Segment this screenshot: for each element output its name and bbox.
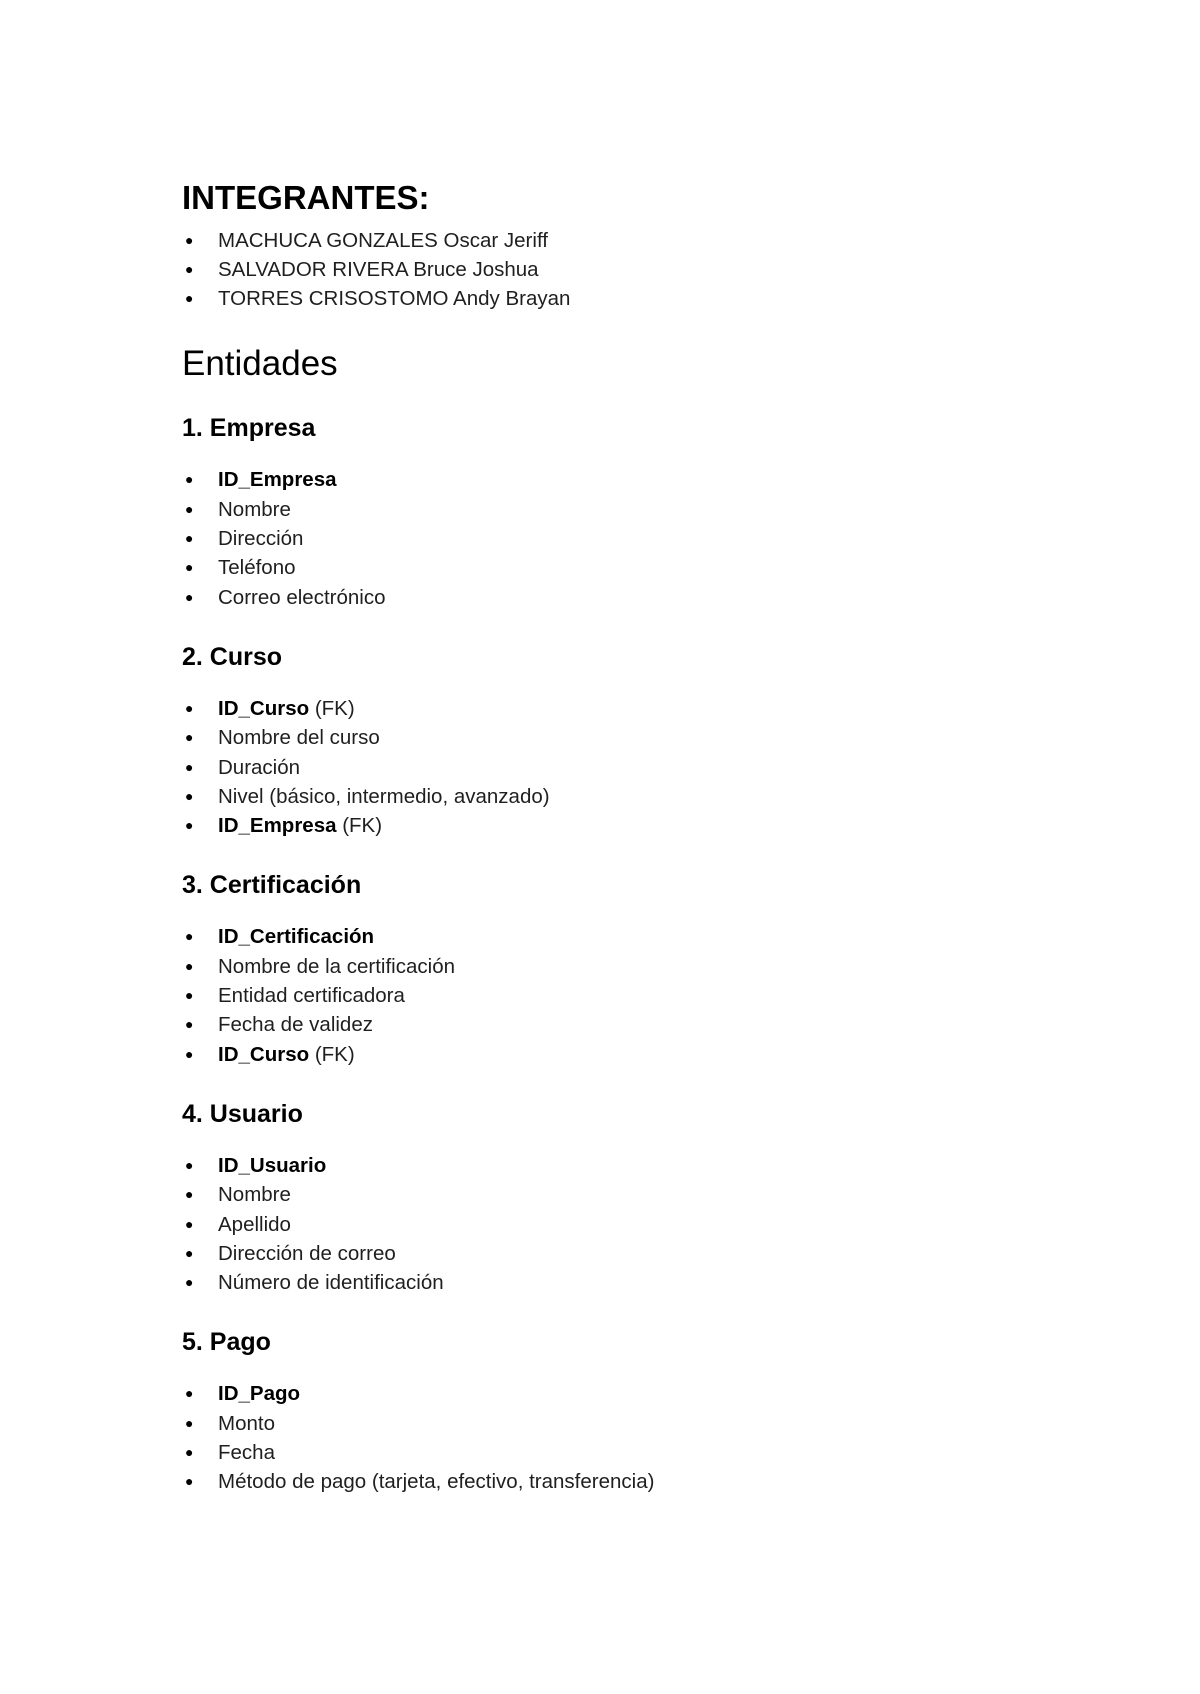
attribute-list — [182, 1151, 1082, 1297]
list-item — [182, 981, 1082, 1010]
integrantes-title: INTEGRANTES: — [182, 179, 430, 216]
primary-key: ID_Certificación — [218, 925, 375, 949]
list-item — [182, 1268, 1082, 1297]
attribute: Monto — [218, 1411, 275, 1435]
entity-heading: 3. Certificación — [182, 871, 362, 900]
list-item — [182, 553, 1082, 582]
attribute: Duración — [218, 755, 301, 779]
attribute: Fecha de validez — [218, 1013, 373, 1037]
attribute: Entidad certificadora — [218, 984, 405, 1008]
bullet-icon: ● — [185, 530, 194, 547]
foreign-key: ID_Empresa — [218, 814, 337, 838]
attribute: Fecha — [218, 1441, 275, 1465]
foreign-key: ID_Curso — [218, 1042, 310, 1066]
list-item — [182, 753, 1082, 782]
bullet-icon: ● — [185, 260, 194, 277]
list-item — [182, 524, 1082, 553]
key-suffix: (FK) — [336, 814, 383, 838]
attribute-list — [182, 694, 1082, 840]
bullet-icon: ● — [185, 817, 194, 834]
list-item — [182, 1467, 1082, 1496]
primary-key: ID_Usuario — [218, 1153, 327, 1177]
list-item — [182, 284, 1082, 313]
attribute-list — [182, 922, 1082, 1068]
list-item — [182, 922, 1082, 951]
entity-pago — [182, 1327, 1082, 1496]
entity-empresa — [182, 413, 1082, 611]
key-suffix: (FK) — [309, 1042, 355, 1066]
bullet-icon: ● — [185, 1045, 194, 1062]
bullet-icon: ● — [185, 1473, 194, 1490]
attribute: Nombre — [218, 497, 291, 521]
attribute: Nombre — [218, 1183, 291, 1207]
primary-key: ID_Pago — [218, 1382, 301, 1406]
bullet-icon: ● — [185, 1016, 194, 1033]
bullet-icon: ● — [185, 699, 194, 716]
list-item — [182, 583, 1082, 612]
primary-key: ID_Curso — [218, 696, 310, 720]
list-item — [182, 1239, 1082, 1268]
bullet-icon: ● — [185, 1385, 194, 1402]
bullet-icon: ● — [185, 957, 194, 974]
entity-heading: 1. Empresa — [182, 414, 316, 443]
bullet-icon: ● — [185, 231, 194, 248]
bullet-icon: ● — [185, 290, 194, 307]
bullet-icon: ● — [185, 928, 194, 945]
attribute: Número de identificación — [218, 1271, 444, 1295]
list-item — [182, 1409, 1082, 1438]
bullet-icon: ● — [185, 500, 194, 517]
bullet-icon: ● — [185, 1244, 194, 1261]
entity-heading: 5. Pago — [182, 1328, 271, 1357]
bullet-icon: ● — [185, 588, 194, 605]
entity-curso — [182, 642, 1082, 840]
list-item — [182, 782, 1082, 811]
entity-heading: 2. Curso — [182, 642, 283, 671]
entity-heading: 4. Usuario — [182, 1099, 303, 1128]
member-name: MACHUCA GONZALES Oscar Jeriff — [218, 228, 548, 252]
integrantes-list — [182, 226, 1082, 314]
attribute: Teléfono — [218, 556, 296, 580]
list-item — [182, 723, 1082, 752]
list-item — [182, 952, 1082, 981]
attribute-list — [182, 465, 1082, 611]
list-item — [182, 1180, 1082, 1209]
list-item — [182, 694, 1082, 723]
list-item — [182, 495, 1082, 524]
attribute: Dirección de correo — [218, 1241, 396, 1265]
list-item — [182, 1438, 1082, 1467]
list-item — [182, 1040, 1082, 1069]
list-item — [182, 1210, 1082, 1239]
key-suffix: (FK) — [309, 696, 355, 720]
attribute-list — [182, 1379, 1082, 1496]
attribute: Método de pago (tarjeta, efectivo, transferencia) — [218, 1470, 655, 1494]
bullet-icon: ● — [185, 1186, 194, 1203]
attribute: Dirección — [218, 527, 304, 551]
bullet-icon: ● — [185, 1215, 194, 1232]
entity-usuario — [182, 1099, 1082, 1297]
bullet-icon: ● — [185, 559, 194, 576]
list-item — [182, 1151, 1082, 1180]
attribute: Nombre del curso — [218, 726, 380, 750]
attribute: Apellido — [218, 1212, 291, 1236]
bullet-icon: ● — [185, 1444, 194, 1461]
attribute: Correo electrónico — [218, 585, 386, 609]
bullet-icon: ● — [185, 471, 194, 488]
bullet-icon: ● — [185, 1156, 194, 1173]
bullet-icon: ● — [185, 787, 194, 804]
member-name: TORRES CRISOSTOMO Andy Brayan — [218, 287, 571, 311]
attribute: Nivel (básico, intermedio, avanzado) — [218, 784, 550, 808]
list-item — [182, 1010, 1082, 1039]
list-item — [182, 811, 1082, 840]
entidades-title: Entidades — [182, 344, 338, 384]
attribute: Nombre de la certificación — [218, 954, 455, 978]
document-page — [182, 178, 1082, 1527]
list-item — [182, 465, 1082, 494]
primary-key: ID_Empresa — [218, 468, 337, 492]
list-item — [182, 255, 1082, 284]
bullet-icon: ● — [185, 1414, 194, 1431]
bullet-icon: ● — [185, 729, 194, 746]
bullet-icon: ● — [185, 758, 194, 775]
member-name: SALVADOR RIVERA Bruce Joshua — [218, 257, 539, 281]
list-item — [182, 1379, 1082, 1408]
entity-certificacion — [182, 870, 1082, 1068]
bullet-icon: ● — [185, 1274, 194, 1291]
list-item — [182, 226, 1082, 255]
bullet-icon: ● — [185, 987, 194, 1004]
